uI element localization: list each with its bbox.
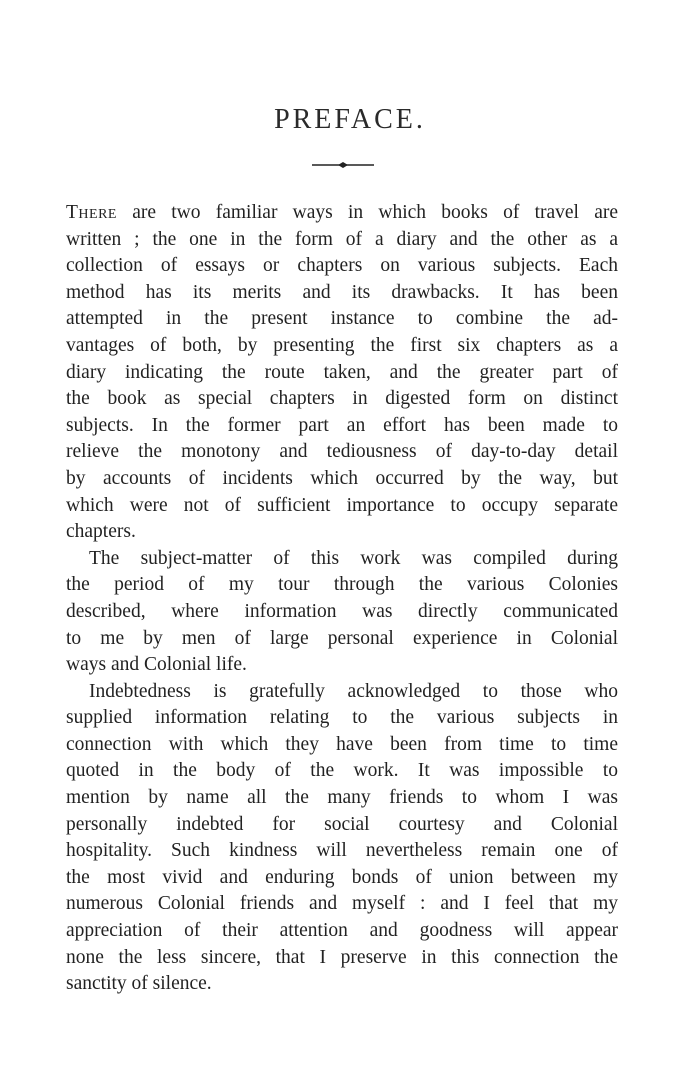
text-line: attempted in the present instance to combine the ad-: [66, 308, 618, 330]
paragraph-2: [66, 546, 618, 679]
paragraph-3: [66, 679, 618, 998]
text-line: ways and Colonial life.: [66, 654, 247, 676]
text-line: none the less sincere, that I preserve in this connection the: [66, 946, 618, 968]
text-line: Indebtedness is gratefully acknowledged to those who: [89, 680, 618, 702]
text-line: appreciation of their attention and goodness will appear: [66, 920, 618, 942]
text-line: supplied information relating to the various subjects in: [66, 707, 618, 729]
drop-word: There: [66, 202, 117, 223]
text-line: to me by men of large personal experience in Colonial: [66, 627, 618, 649]
text-line: chapters.: [66, 521, 136, 543]
text-line: diary indicating the route taken, and the greater part of: [66, 361, 618, 383]
text-line: The subject-matter of this work was compiled during: [89, 547, 618, 569]
text-line: There are two familiar ways in which books of travel are: [66, 202, 618, 223]
preface-body: [66, 200, 618, 998]
page-title: PREFACE.: [274, 104, 426, 135]
text-line: the book as special chapters in digested form on distinct: [66, 388, 618, 410]
title-ornament: [312, 158, 374, 172]
text-line: quoted in the body of the work. It was impossible to: [66, 760, 618, 782]
text-line: which were not of sufficient importance to occupy separate: [66, 494, 618, 516]
text-line: vantages of both, by presenting the first six chapters as a: [66, 334, 618, 356]
paragraph-1: [66, 200, 618, 546]
text-line: relieve the monotony and tediousness of day-to-day detail: [66, 441, 618, 463]
text-line: the period of my tour through the various Colonies: [66, 574, 618, 596]
text-line: connection with which they have been from time to time: [66, 733, 618, 755]
text-line: hospitality. Such kindness will nevertheless remain one of: [66, 840, 618, 862]
text-line: subjects. In the former part an effort has been made to: [66, 414, 618, 436]
text-line: numerous Colonial friends and myself : and I feel that my: [66, 893, 618, 915]
text-line: by accounts of incidents which occurred by the way, but: [66, 467, 618, 489]
text-line: the most vivid and enduring bonds of union between my: [66, 866, 618, 888]
text-line: sanctity of silence.: [66, 973, 212, 995]
text-line: collection of essays or chapters on various subjects. Each: [66, 255, 618, 277]
text-line: written ; the one in the form of a diary and the other as a: [66, 228, 618, 250]
text-line: method has its merits and its drawbacks. It has been: [66, 281, 618, 303]
text-line: mention by name all the many friends to whom I was: [66, 787, 618, 809]
text-line: described, where information was directly communicated: [66, 600, 618, 622]
text-line: personally indebted for social courtesy and Colonial: [66, 813, 618, 835]
